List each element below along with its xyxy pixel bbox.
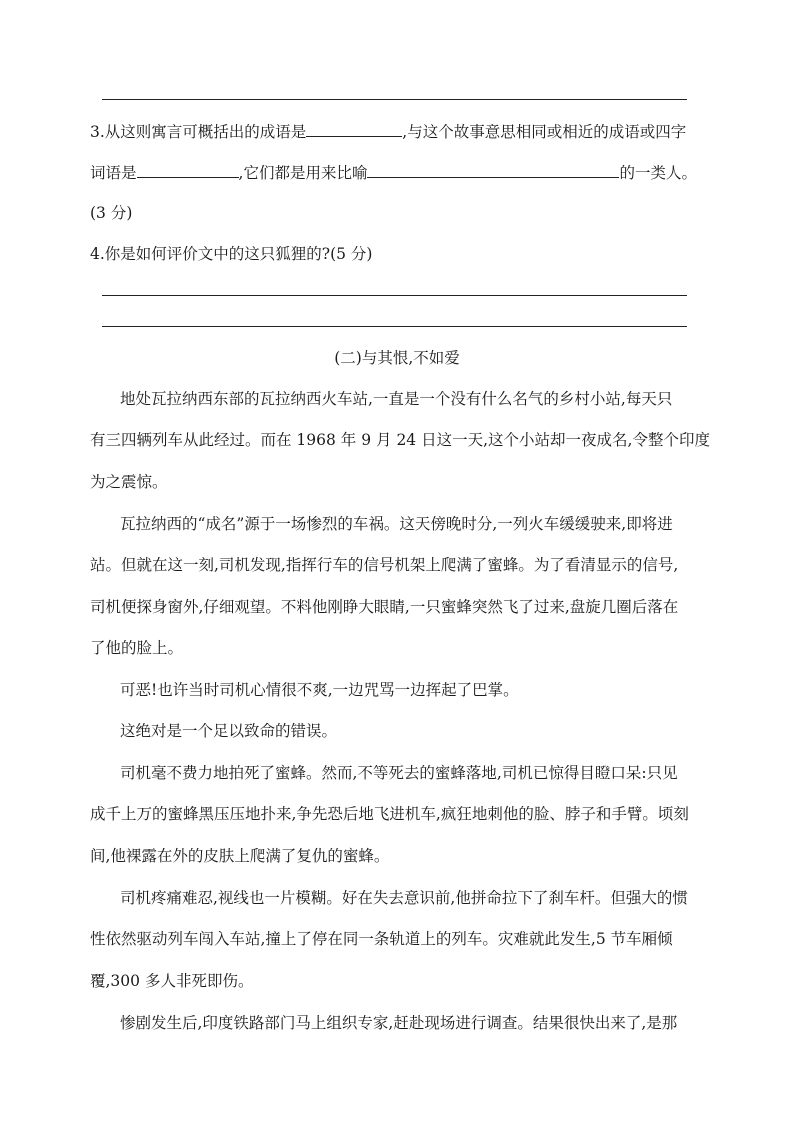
article-line-6: 司机便探身窗外,仔细观望。不料他刚睁大眼睛,一只蜜蜂突然飞了过来,盘旋几圈后落在 <box>90 598 679 616</box>
question-3-line-2 <box>90 161 710 183</box>
q3-text-2: ,与这个故事意思相同或相近的成语或四字 <box>402 123 687 141</box>
article-line-4: 瓦拉纳西的“成名”源于一场惨烈的车祸。这天傍晚时分,一列火车缓缓驶来,即将进 <box>120 515 673 533</box>
article-line-1: 地处瓦拉纳西东部的瓦拉纳西火车站,一直是一个没有什么名气的乡村小站,每天只 <box>120 390 673 408</box>
article-line-8: 可恶!也许当时司机心情很不爽,一边咒骂一边挥起了巴掌。 <box>120 681 519 699</box>
article-line-15: 覆,300 多人非死即伤。 <box>90 972 254 990</box>
article-line-2: 有三四辆列车从此经过。而在 1968 年 9 月 24 日这一天,这个小站却一夜成名,令整个印度 <box>90 431 710 449</box>
article-line-11: 成千上万的蜜蜂黑压压地扑来,争先恐后地飞进机车,疯狂地刺他的脸、脖子和手臂。顷刻 <box>90 805 689 823</box>
article-line-5: 站。但就在这一刻,司机发现,指挥行车的信号机架上爬满了蜜蜂。为了看清显示的信号, <box>90 556 679 574</box>
q4-answer-line-1[interactable] <box>102 295 687 296</box>
q4-answer-line-2[interactable] <box>102 326 687 327</box>
article-line-7: 了他的脸上。 <box>90 639 184 657</box>
question-4: 4.你是如何评价文中的这只狐狸的?(5 分) <box>90 245 373 263</box>
question-3-line-1 <box>90 120 710 142</box>
article-title: (二)与其恨,不如爱 <box>334 349 460 367</box>
q3-blank-3[interactable] <box>367 161 619 178</box>
question-3-score: (3 分) <box>90 204 133 222</box>
q3-text-1: 3.从这则寓言可概括出的成语是 <box>90 123 307 141</box>
article-line-16: 惨剧发生后,印度铁路部门马上组织专家,赶赴现场进行调查。结果很快出来了,是那 <box>120 1014 678 1032</box>
q3-text-5: 的一类人。 <box>619 164 697 182</box>
article-line-13: 司机疼痛难忍,视线也一片模糊。好在失去意识前,他拼命拉下了刹车杆。但强大的惯 <box>120 889 688 907</box>
article-line-10: 司机毫不费力地拍死了蜜蜂。然而,不等死去的蜜蜂落地,司机已惊得目瞪口呆:只见 <box>120 764 678 782</box>
q3-blank-2[interactable] <box>137 161 239 178</box>
article-line-3: 为之震惊。 <box>90 473 168 491</box>
article-line-12: 间,他裸露在外的皮肤上爬满了复仇的蜜蜂。 <box>90 847 390 865</box>
q3-text-3: 词语是 <box>90 164 137 182</box>
article-line-9: 这绝对是一个足以致命的错误。 <box>120 722 338 740</box>
article-line-14: 性依然驱动列车闯入车站,撞上了停在同一条轨道上的列车。灾难就此发生,5 节车厢倾 <box>90 930 673 948</box>
q3-text-4: ,它们都是用来比喻 <box>238 164 368 182</box>
answer-line-top <box>102 99 687 100</box>
q3-blank-1[interactable] <box>306 120 402 137</box>
